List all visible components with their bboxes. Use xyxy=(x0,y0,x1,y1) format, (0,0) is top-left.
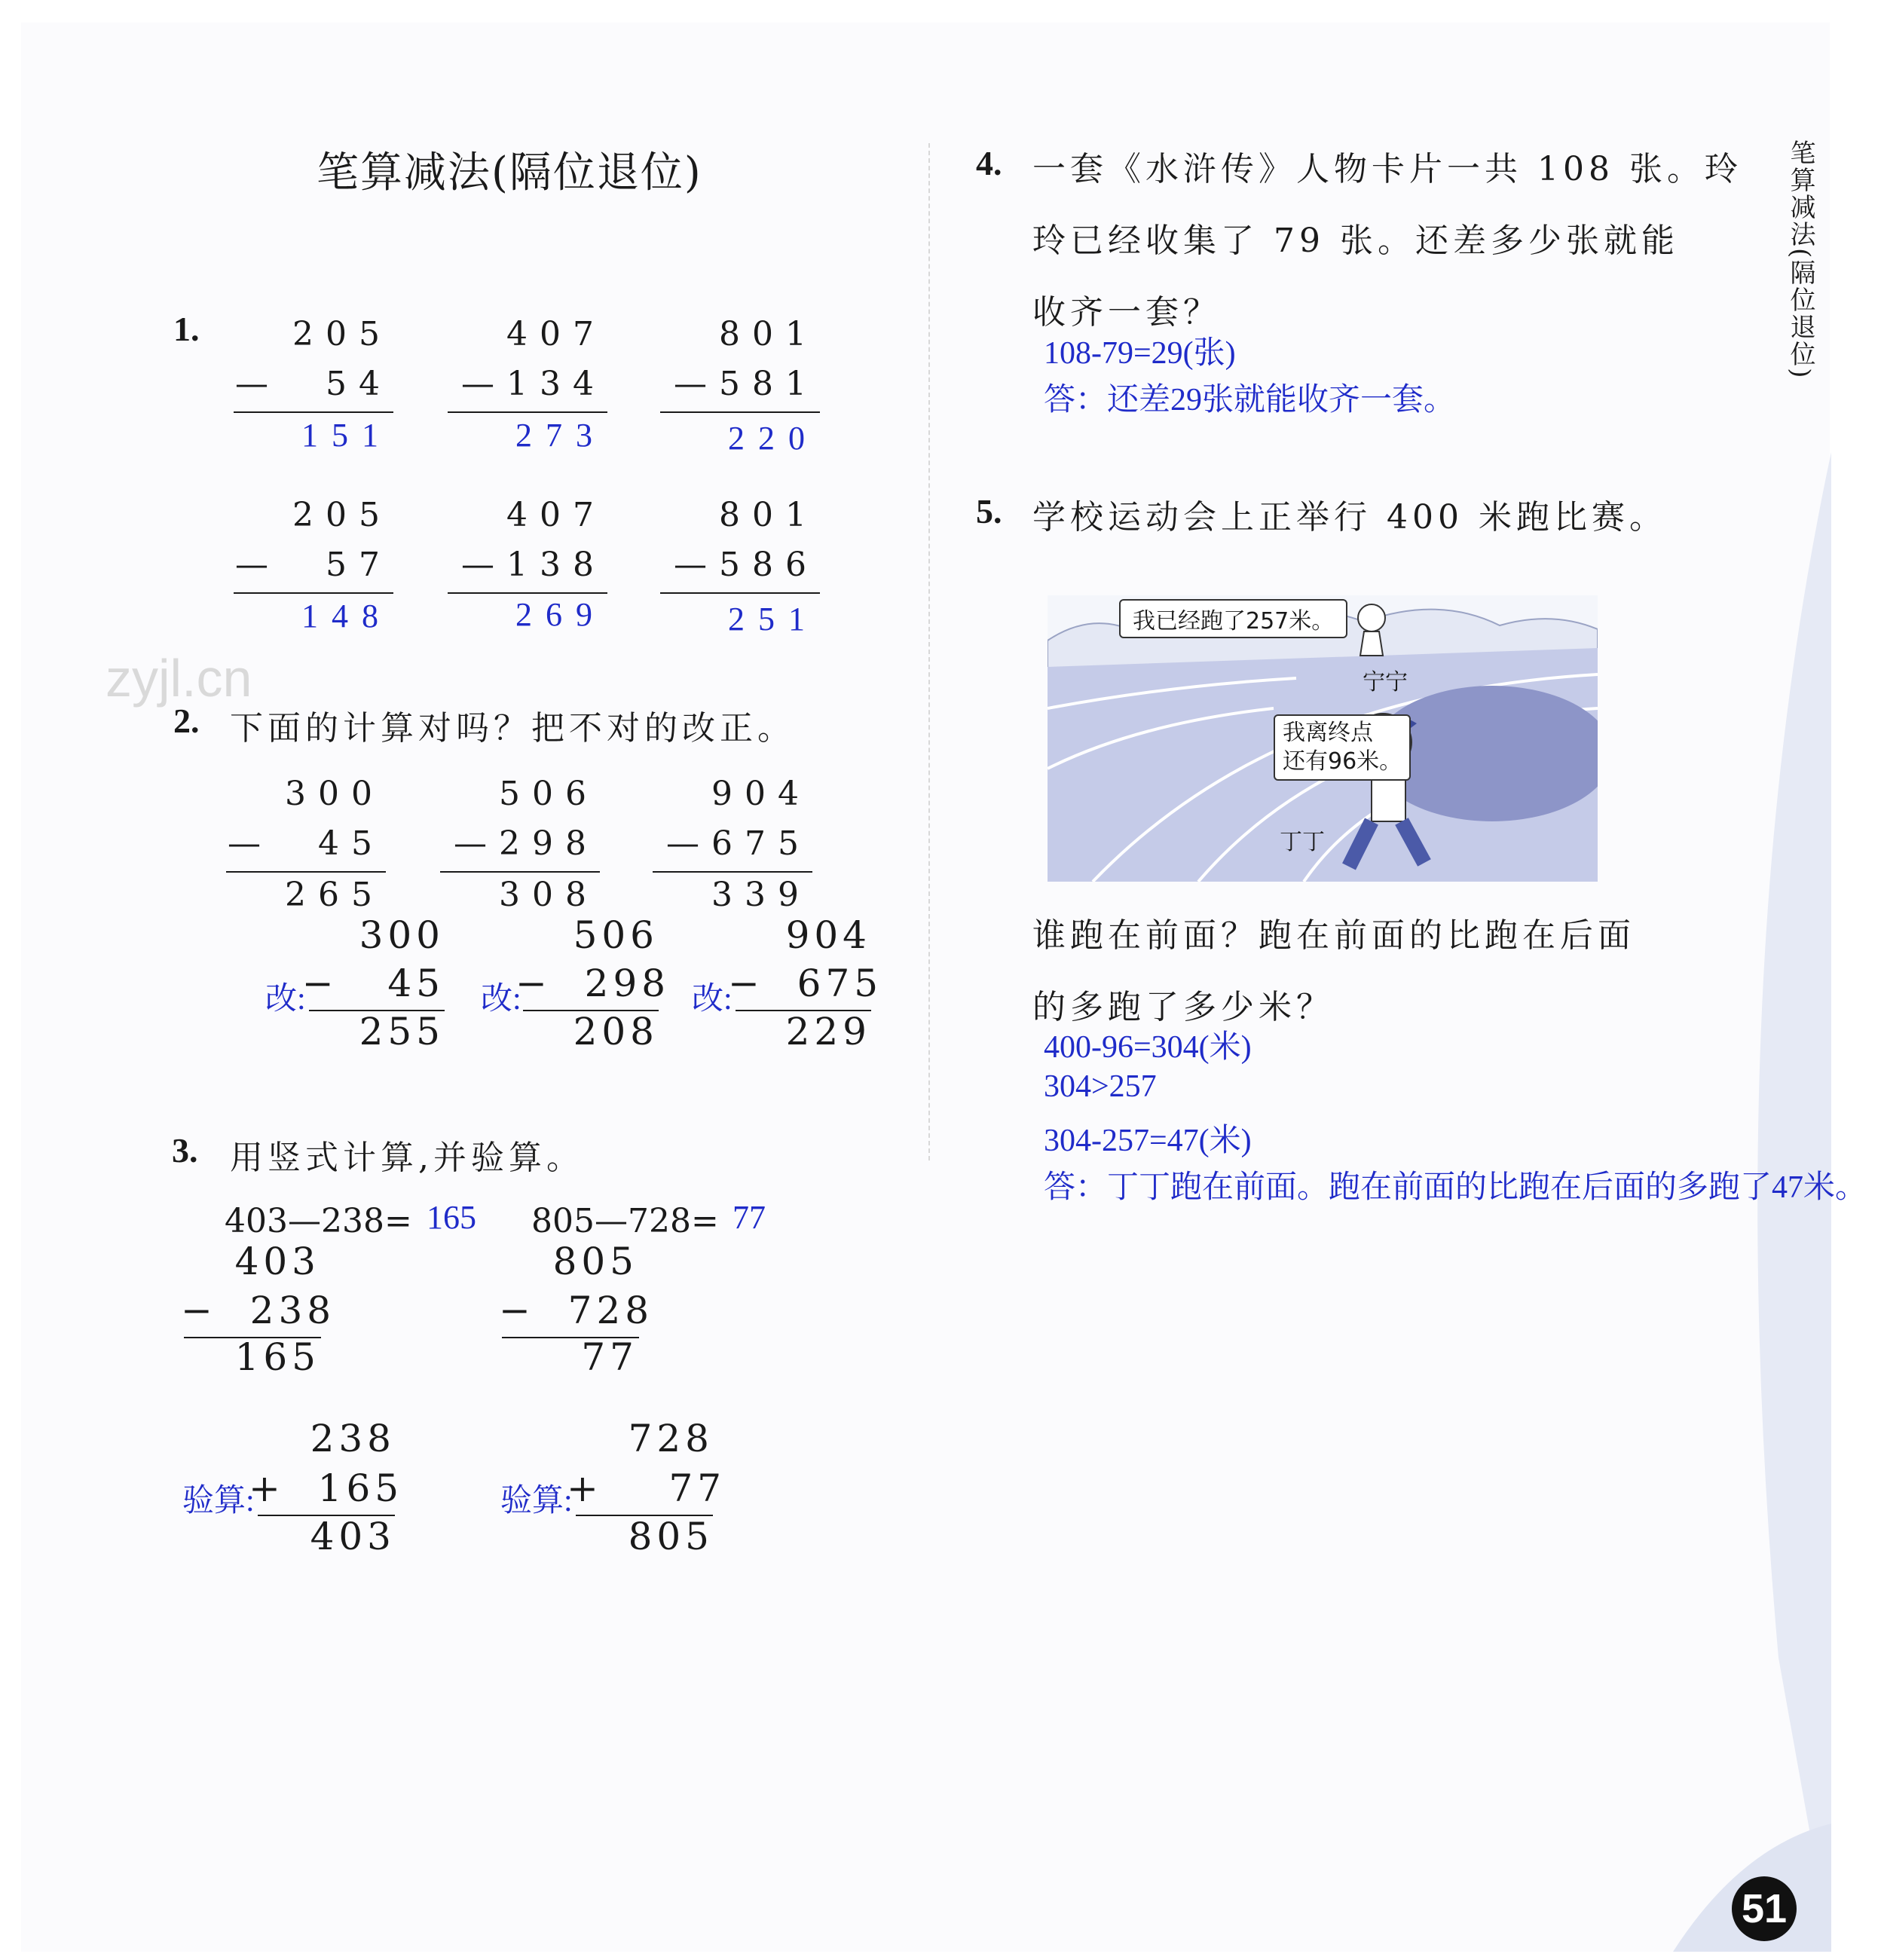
q2-rule xyxy=(440,871,600,873)
q5-answer-step3: 304-257=47(米) xyxy=(1044,1124,1252,1158)
q4-line2: 玲已经收集了 79 张。还差多少张就能 xyxy=(1032,222,1679,260)
q3-check-bottom: + 77 xyxy=(567,1466,726,1510)
q2-fix-bottom: − 45 xyxy=(301,962,445,1005)
q3-top: 403 xyxy=(234,1240,320,1283)
q3-expr: 805—728= xyxy=(531,1202,719,1240)
side-title: 笔算减法(隔位退位) xyxy=(1785,139,1815,380)
q4-number: 4. xyxy=(976,144,1002,182)
q2-result: 339 xyxy=(711,876,811,914)
q4-line3: 收齐一套？ xyxy=(1032,293,1221,332)
q1-rule xyxy=(234,411,393,413)
q1-answer: 269 xyxy=(515,596,606,633)
speech-bubble-line: 我离终点 xyxy=(1283,720,1373,746)
q5-question-line1: 谁跑在前面？跑在前面的比跑在后面 xyxy=(1032,916,1635,955)
q3-check-top: 728 xyxy=(628,1417,714,1460)
q2-top: 506 xyxy=(499,775,598,813)
q3-check-result: 403 xyxy=(310,1515,396,1558)
q2-fix-top: 300 xyxy=(359,913,445,957)
q3-check-top: 238 xyxy=(310,1417,396,1460)
page-title: 笔算减法(隔位退位) xyxy=(317,148,702,197)
q1-top: 801 xyxy=(719,496,818,534)
q3-top: 805 xyxy=(552,1240,638,1283)
q1-bottom: —586 xyxy=(674,546,818,584)
q3-result: 165 xyxy=(234,1335,320,1379)
q3-prompt: 用竖式计算,并验算。 xyxy=(230,1139,584,1177)
q3-check-bottom: + 165 xyxy=(249,1466,404,1510)
q1-bottom: —581 xyxy=(674,365,818,403)
q2-rule xyxy=(226,871,386,873)
q2-fix-result: 255 xyxy=(359,1010,445,1053)
q4-answer-statement: 答：还差29张就能收齐一套。 xyxy=(1044,383,1456,417)
q5-answer-statement: 答：丁丁跑在前面。跑在前面的比跑在后面的多跑了47米。 xyxy=(1044,1170,1867,1205)
q1-answer: 148 xyxy=(301,598,392,634)
speech-bubble-line: 还有96米。 xyxy=(1283,748,1402,775)
q5-answer-step1: 400-96=304(米) xyxy=(1044,1030,1252,1065)
q1-top: 801 xyxy=(719,315,818,353)
q2-bottom: —298 xyxy=(454,824,598,863)
q1-number: 1. xyxy=(173,310,200,348)
q2-bottom: — 45 xyxy=(228,824,384,863)
q2-fix-label: 改: xyxy=(481,982,521,1017)
q1-answer: 251 xyxy=(728,601,818,638)
q3-expr: 403—238= xyxy=(225,1202,412,1240)
q1-top: 407 xyxy=(506,496,606,534)
q3-bottom: − 238 xyxy=(181,1289,336,1332)
q5-answer-step2: 304>257 xyxy=(1044,1069,1157,1104)
q3-result: 77 xyxy=(581,1335,638,1379)
q1-rule xyxy=(234,592,393,594)
speech-bubble-ningning: 我已经跑了257米。 xyxy=(1119,599,1347,638)
q3-check-label: 验算: xyxy=(182,1484,255,1518)
q3-expr-answer: 165 xyxy=(427,1199,476,1236)
q1-top: 205 xyxy=(292,496,392,534)
q2-fix-top: 904 xyxy=(785,913,871,957)
q3-check-label: 验算: xyxy=(500,1484,573,1518)
q1-bottom: — 57 xyxy=(235,546,392,584)
name-ningning: 宁宁 xyxy=(1363,669,1408,696)
q4-answer-equation: 108-79=29(张) xyxy=(1044,336,1236,371)
q2-fix-result: 208 xyxy=(573,1010,659,1053)
q5-question-line2: 的多跑了多少米？ xyxy=(1032,988,1334,1026)
q2-number: 2. xyxy=(173,702,200,740)
q2-top: 904 xyxy=(711,775,811,813)
q2-rule xyxy=(653,871,812,873)
name-dingding: 丁丁 xyxy=(1280,829,1325,855)
q1-rule xyxy=(660,411,820,413)
q1-bottom: —134 xyxy=(461,365,606,403)
q1-top: 407 xyxy=(506,315,606,353)
q1-rule xyxy=(660,592,820,594)
q2-top: 300 xyxy=(285,775,384,813)
speech-bubble-dingding xyxy=(1274,714,1411,781)
q2-fix-top: 506 xyxy=(573,913,659,957)
q2-bottom: —675 xyxy=(666,824,811,863)
page-number: 51 xyxy=(1732,1876,1797,1941)
watermark: zyjl.cn xyxy=(106,649,252,708)
q1-rule xyxy=(448,411,607,413)
q3-number: 3. xyxy=(172,1131,198,1170)
center-divider xyxy=(928,143,930,1160)
q2-fix-bottom: − 298 xyxy=(515,962,671,1005)
q2-fix-bottom: − 675 xyxy=(728,962,883,1005)
q1-rule xyxy=(448,592,607,594)
q1-bottom: — 54 xyxy=(235,365,392,403)
q1-top: 205 xyxy=(292,315,392,353)
q2-fix-label: 改: xyxy=(265,982,306,1017)
q3-expr-answer: 77 xyxy=(733,1199,766,1236)
q2-result: 265 xyxy=(285,876,384,914)
q1-answer: 273 xyxy=(515,417,606,454)
q5-number: 5. xyxy=(976,492,1002,531)
q5-line1: 学校运动会上正举行 400 米跑比赛。 xyxy=(1032,498,1667,537)
q2-fix-label: 改: xyxy=(692,982,733,1017)
q2-fix-result: 229 xyxy=(785,1010,871,1053)
q1-answer: 151 xyxy=(301,417,392,454)
q2-result: 308 xyxy=(499,876,598,914)
q3-bottom: − 728 xyxy=(499,1289,654,1332)
q3-check-result: 805 xyxy=(628,1515,714,1558)
q4-line1: 一套《水浒传》人物卡片一共 108 张。玲 xyxy=(1032,150,1742,188)
q2-prompt: 下面的计算对吗？把不对的改正。 xyxy=(230,709,795,748)
q1-bottom: —138 xyxy=(461,546,606,584)
q1-answer: 220 xyxy=(728,420,818,457)
